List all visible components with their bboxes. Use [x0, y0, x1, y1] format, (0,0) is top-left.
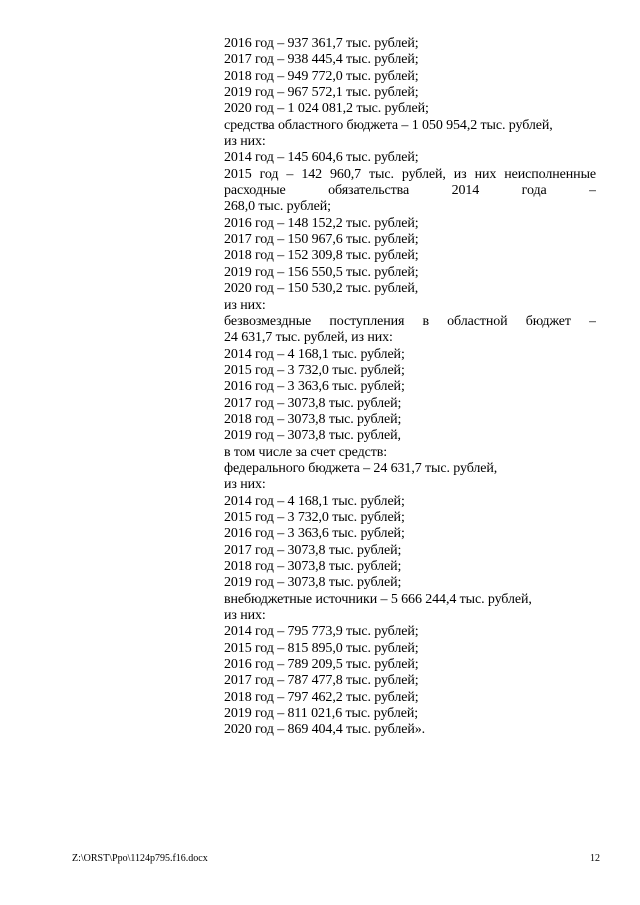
text-line: 2016 год – 3 363,6 тыс. рублей;: [224, 526, 405, 542]
text-line: 2017 год – 3073,8 тыс. рублей;: [224, 542, 402, 558]
text-line: 2015 год – 142 960,7 тыс. рублей, из них неисполненные: [224, 166, 596, 182]
text-line: 2018 год – 949 772,0 тыс. рублей;: [224, 68, 419, 84]
text-line: 2016 год – 789 209,5 тыс. рублей;: [224, 657, 419, 673]
text-line: 2018 год – 3073,8 тыс. рублей;: [224, 559, 402, 574]
text-line: 2017 год – 938 445,4 тыс. рублей;: [224, 52, 419, 68]
text-line: 2015 год – 815 895,0 тыс. рублей;: [224, 640, 419, 656]
text-line: 2018 год – 797 462,2 тыс. рублей;: [224, 689, 419, 705]
text-line: 2017 год – 150 967,6 тыс. рублей;: [224, 232, 419, 248]
text-line: 2019 год – 3073,8 тыс. рублей,: [224, 428, 401, 444]
text-line: 2019 год – 156 550,5 тыс. рублей;: [224, 264, 419, 280]
text-line: 2014 год – 4 168,1 тыс. рублей;: [224, 346, 405, 362]
text-line: 2019 год – 811 021,6 тыс. рублей;: [224, 706, 419, 722]
text-line: 2016 год – 148 152,2 тыс. рублей;: [224, 215, 419, 231]
text-line: 2015 год – 3 732,0 тыс. рублей;: [224, 509, 405, 525]
footer-file-path: Z:\ORST\Ppo\1124p795.f16.docx: [72, 853, 208, 864]
text-line: 2014 год – 4 168,1 тыс. рублей;: [224, 493, 405, 509]
text-line: 2020 год – 1 024 081,2 тыс. рублей;: [224, 101, 429, 117]
text-line: 24 631,7 тыс. рублей, из них:: [224, 330, 393, 346]
text-line: из них:: [224, 134, 266, 150]
text-line: средства областного бюджета – 1 050 954,2 тыс. рублей,: [224, 117, 553, 133]
text-line: 2017 год – 3073,8 тыс. рублей;: [224, 395, 402, 411]
footer-page-number: 12: [590, 853, 600, 864]
text-line: из них:: [224, 297, 266, 313]
text-line: 2019 год – 967 572,1 тыс. рублей;: [224, 85, 419, 101]
text-line: федерального бюджета – 24 631,7 тыс. рублей,: [224, 460, 498, 476]
text-line: внебюджетные источники – 5 666 244,4 тыс. рублей,: [224, 591, 532, 607]
text-line: 2016 год – 937 361,7 тыс. рублей;: [224, 36, 419, 51]
text-line: 268,0 тыс. рублей;: [224, 199, 331, 215]
text-line: 2020 год – 150 530,2 тыс. рублей,: [224, 281, 419, 297]
document-body: [224, 36, 596, 739]
text-line: из них:: [224, 477, 266, 493]
text-line: из них:: [224, 608, 266, 624]
text-line: 2014 год – 795 773,9 тыс. рублей;: [224, 624, 419, 640]
text-line: 2016 год – 3 363,6 тыс. рублей;: [224, 379, 405, 395]
text-line: 2018 год – 3073,8 тыс. рублей;: [224, 411, 402, 427]
text-line: в том числе за счет средств:: [224, 444, 388, 460]
text-line: 2018 год – 152 309,8 тыс. рублей;: [224, 248, 419, 264]
text-line: 2017 год – 787 477,8 тыс. рублей;: [224, 673, 419, 689]
text-line: 2019 год – 3073,8 тыс. рублей;: [224, 575, 402, 591]
text-line: 2014 год – 145 604,6 тыс. рублей;: [224, 150, 419, 166]
text-line: 2015 год – 3 732,0 тыс. рублей;: [224, 362, 405, 378]
text-line: 2020 год – 869 404,4 тыс. рублей».: [224, 722, 426, 738]
text-line: расходные обязательства 2014 года –: [224, 183, 596, 199]
text-line: безвозмездные поступления в областной бюджет –: [224, 313, 596, 329]
